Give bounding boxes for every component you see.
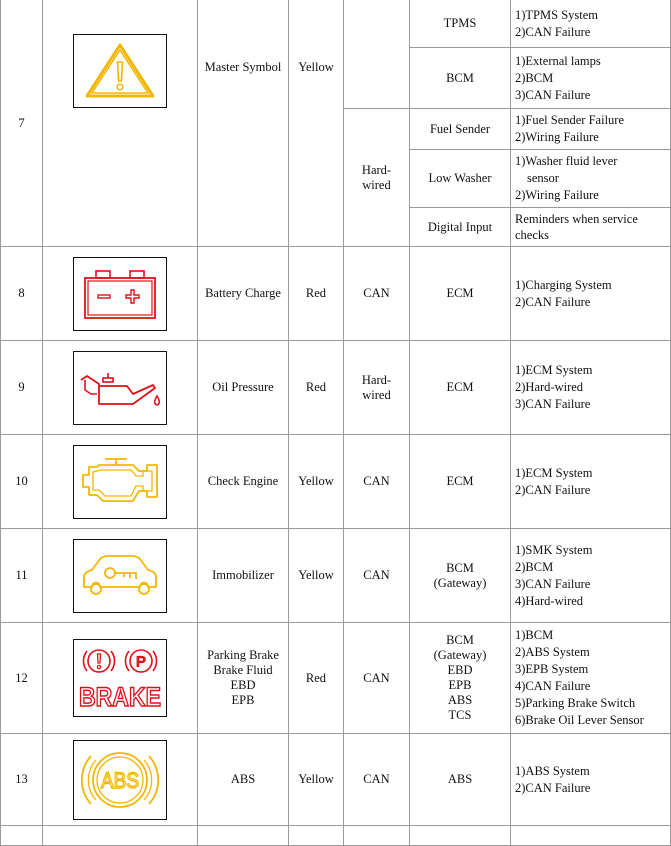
lamp-name: Immobilizer: [198, 529, 289, 623]
symbol-cell: [43, 247, 198, 341]
lamp-name: Parking Brake Brake Fluid EBD EPB: [198, 623, 289, 734]
battery-icon: [73, 257, 167, 331]
master-warning-triangle-icon: [73, 34, 167, 108]
input-type: CAN: [344, 623, 410, 734]
symbol-cell: [43, 0, 198, 247]
causes: 1)External lamps 2)BCM 3)CAN Failure: [511, 48, 671, 109]
causes: 1)ABS System 2)CAN Failure: [511, 734, 671, 826]
module: Digital Input: [410, 208, 511, 247]
lamp-color: Yellow: [289, 529, 344, 623]
symbol-cell: [43, 435, 198, 529]
causes: 1)SMK System 2)BCM 3)CAN Failure 4)Hard-wired: [511, 529, 671, 623]
module: BCM (Gateway): [410, 529, 511, 623]
brake-p-label: P: [135, 653, 147, 671]
causes: 1)Washer fluid lever sensor 2)Wiring Failure: [511, 150, 671, 208]
symbol-cell: [43, 623, 198, 734]
causes: 1)Fuel Sender Failure 2)Wiring Failure: [511, 109, 671, 150]
symbol-cell: [43, 734, 198, 826]
input-type: CAN: [344, 529, 410, 623]
input-type: Hard-wired: [344, 341, 410, 435]
oil-can-icon: [73, 351, 167, 425]
lamp-color: Yellow: [289, 435, 344, 529]
lamp-name: Battery Charge: [198, 247, 289, 341]
lamp-name: Oil Pressure: [198, 341, 289, 435]
lamp-color: Yellow: [289, 734, 344, 826]
car-key-immobilizer-icon: [73, 539, 167, 613]
module: ABS: [410, 734, 511, 826]
check-engine-icon: [73, 445, 167, 519]
symbol-cell: [43, 529, 198, 623]
lamp-color: [289, 826, 344, 846]
abs-icon: [73, 740, 167, 820]
causes: 1)Charging System 2)CAN Failure: [511, 247, 671, 341]
lamp-name: Check Engine: [198, 435, 289, 529]
row-number: 11: [0, 529, 43, 623]
lamp-color: Red: [289, 341, 344, 435]
abs-label: ABS: [101, 767, 139, 793]
module: BCM: [410, 48, 511, 109]
input-type: [344, 0, 410, 109]
input-type: CAN: [344, 734, 410, 826]
causes: 1)ECM System 2)Hard-wired 3)CAN Failure: [511, 341, 671, 435]
lamp-color: Red: [289, 623, 344, 734]
brake-label: BRAKE: [79, 682, 161, 712]
lamp-name: Master Symbol: [198, 0, 289, 247]
causes: 1)BCM 2)ABS System 3)EPB System 4)CAN Failure 5)Parking Brake Switch 6)Brake Oil Lever Sensor: [511, 623, 671, 734]
module: ECM: [410, 247, 511, 341]
lamp-color: Red: [289, 247, 344, 341]
input-type: CAN: [344, 435, 410, 529]
causes: 1)TPMS System 2)CAN Failure: [511, 0, 671, 48]
lamp-name: ABS: [198, 734, 289, 826]
causes: Reminders when service checks: [511, 208, 671, 247]
causes: 1)ECM System 2)CAN Failure: [511, 435, 671, 529]
module: TPMS: [410, 0, 511, 48]
module: Low Washer: [410, 150, 511, 208]
input-type: CAN: [344, 247, 410, 341]
module: BCM (Gateway) EBD EPB ABS TCS: [410, 623, 511, 734]
module: [410, 826, 511, 846]
lamp-color: Yellow: [289, 0, 344, 247]
module: Fuel Sender: [410, 109, 511, 150]
row-number: [0, 826, 43, 846]
row-number: 12: [0, 623, 43, 734]
lamp-name: [198, 826, 289, 846]
row-number: 7: [0, 0, 43, 247]
row-number: 13: [0, 734, 43, 826]
row-number: 8: [0, 247, 43, 341]
brake-warning-icon: [73, 639, 167, 717]
row-number: 9: [0, 341, 43, 435]
module: ECM: [410, 341, 511, 435]
row-number: 10: [0, 435, 43, 529]
input-type: [344, 826, 410, 846]
module: ECM: [410, 435, 511, 529]
causes: [511, 826, 671, 846]
input-type: Hard-wired: [344, 109, 410, 247]
symbol-cell: [43, 341, 198, 435]
symbol-cell: [43, 826, 198, 846]
